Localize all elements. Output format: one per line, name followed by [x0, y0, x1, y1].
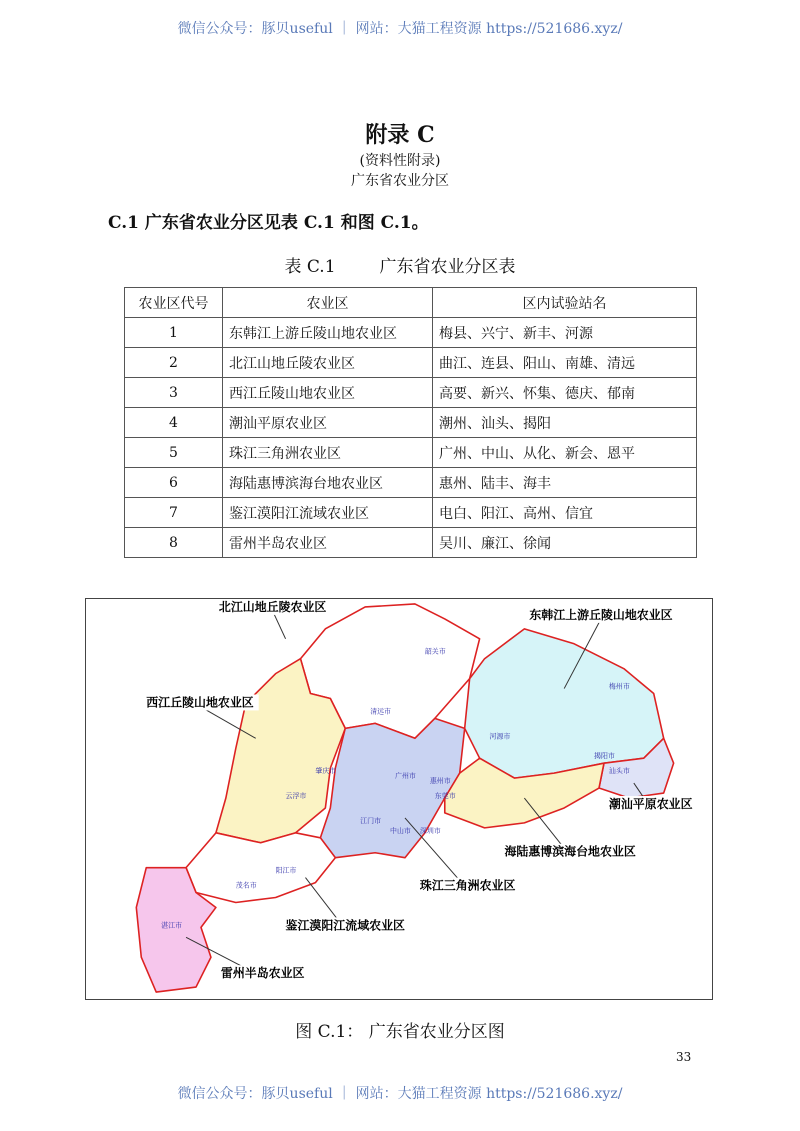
city-label: 阳江市 [275, 866, 297, 875]
header-watermark: 微信公众号：豚贝useful ｜ 网站：大猫工程资源 https://521686.xyz/ [177, 21, 623, 37]
zone-name-cell: 海陆惠博滨海台地农业区 [223, 468, 433, 498]
appendix-subtitle: (资料性附录) [359, 153, 441, 169]
stations-cell: 吴川、廉江、徐闻 [433, 528, 697, 558]
table-row [125, 348, 697, 378]
city-label: 惠州市 [429, 777, 451, 786]
stations-cell: 高要、新兴、怀集、德庆、郁南 [433, 378, 697, 408]
map-zone-label: 海陆惠博滨海台地农业区 [504, 844, 636, 859]
zone-code-cell: 6 [125, 468, 223, 498]
figure-caption: 图 C.1： 广东省农业分区图 [295, 1022, 505, 1042]
zone-code-cell: 8 [125, 528, 223, 558]
table-row [125, 528, 697, 558]
city-label: 中山市 [390, 826, 411, 835]
appendix-title: 附录 C [365, 122, 435, 148]
table-title: 广东省农业分区表 [379, 257, 516, 277]
zone-code-cell: 1 [125, 318, 223, 348]
stations-cell: 广州、中山、从化、新会、恩平 [433, 438, 697, 468]
map-svg [86, 599, 712, 999]
table-row [125, 318, 697, 348]
region-prd [320, 718, 464, 857]
zone-name-cell: 潮汕平原农业区 [223, 408, 433, 438]
stations-cell: 电白、阳江、高州、信宜 [433, 498, 697, 528]
city-label: 梅州市 [608, 682, 630, 691]
col-header: 农业区 [223, 288, 433, 318]
zone-name-cell: 雷州半岛农业区 [223, 528, 433, 558]
zone-code-cell: 2 [125, 348, 223, 378]
zone-code-cell: 5 [125, 438, 223, 468]
section-heading: C.1 广东省农业分区见表 C.1 和图 C.1。 [108, 213, 429, 233]
map-zone-label: 雷州半岛农业区 [220, 966, 305, 981]
map-zone-label: 北江山地丘陵农业区 [218, 599, 327, 614]
table-caption [0, 252, 800, 277]
zone-map [85, 598, 713, 1000]
city-label: 揭阳市 [594, 752, 615, 761]
stations-cell: 梅县、兴宁、新丰、河源 [433, 318, 697, 348]
table-row [125, 408, 697, 438]
table-row [125, 438, 697, 468]
city-label: 韶关市 [424, 647, 446, 656]
map-zone-label: 西江丘陵山地农业区 [146, 695, 254, 710]
map-zone-label: 潮汕平原农业区 [608, 796, 693, 811]
region-jianjiang [186, 833, 335, 903]
table-header-row [125, 288, 697, 318]
zone-name-cell: 北江山地丘陵农业区 [223, 348, 433, 378]
city-label: 江门市 [360, 816, 382, 825]
map-zone-label: 鉴江漠阳江流域农业区 [285, 918, 405, 933]
stations-cell: 惠州、陆丰、海丰 [433, 468, 697, 498]
map-zone-label: 珠江三角洲农业区 [419, 878, 516, 893]
stations-cell: 潮州、汕头、揭阳 [433, 408, 697, 438]
zone-name-cell: 珠江三角洲农业区 [223, 438, 433, 468]
city-label: 深圳市 [419, 826, 441, 835]
map-zone-label: 东韩江上游丘陵山地农业区 [529, 607, 673, 622]
table-row [125, 468, 697, 498]
city-label: 东莞市 [434, 792, 456, 801]
city-label: 湛江市 [161, 921, 183, 930]
col-header: 区内试验站名 [433, 288, 697, 318]
city-label: 汕头市 [608, 767, 630, 776]
city-label: 茂名市 [235, 881, 257, 890]
page-number: 33 [676, 1050, 692, 1064]
leader-line [273, 611, 286, 639]
city-label: 广州市 [395, 772, 416, 781]
zone-code-cell: 4 [125, 408, 223, 438]
zone-name-cell: 西江丘陵山地农业区 [223, 378, 433, 408]
zone-table [124, 287, 697, 558]
region-east [465, 629, 664, 778]
zone-name-cell: 东韩江上游丘陵山地农业区 [223, 318, 433, 348]
zone-name-cell: 鉴江漠阳江流域农业区 [223, 498, 433, 528]
zone-code-cell: 3 [125, 378, 223, 408]
col-header: 农业区代号 [125, 288, 223, 318]
city-label: 云浮市 [285, 792, 307, 801]
table-row [125, 498, 697, 528]
table-number: 表 C.1 [284, 257, 336, 277]
stations-cell: 曲江、连县、阳山、南雄、清远 [433, 348, 697, 378]
appendix-topic: 广东省农业分区 [351, 173, 449, 189]
city-label: 清远市 [370, 707, 392, 716]
zone-code-cell: 7 [125, 498, 223, 528]
footer-watermark: 微信公众号：豚贝useful ｜ 网站：大猫工程资源 https://521686.xyz/ [177, 1086, 623, 1102]
table-row [125, 378, 697, 408]
city-label: 肇庆市 [315, 767, 337, 776]
city-label: 河源市 [489, 732, 511, 741]
